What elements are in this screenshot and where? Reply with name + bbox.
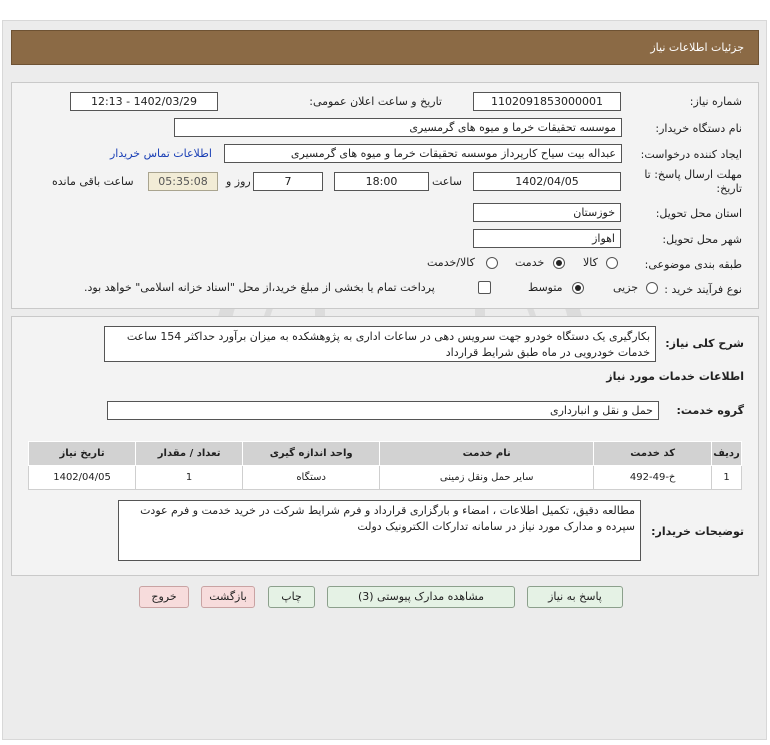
cell-name: سایر حمل ونقل زمینی [380,466,594,490]
print-button[interactable]: چاپ [268,586,315,608]
need-number-field[interactable]: 1102091853000001 [473,92,621,111]
cell-qty: 1 [136,466,243,490]
process-option-medium: متوسط [528,281,563,294]
contact-buyer-link[interactable]: اطلاعات تماس خریدار [110,147,212,160]
exit-button[interactable]: خروج [139,586,189,608]
province-label: استان محل تحویل: [655,207,742,220]
cell-unit: دستگاه [243,466,380,490]
days-label: روز و [226,175,251,188]
buyer-org-field[interactable]: موسسه تحقیقات خرما و میوه های گرمسیری [174,118,622,137]
category-radio-goods-service[interactable] [486,257,498,269]
requester-label: ایجاد کننده درخواست: [640,148,742,161]
cell-date: 1402/04/05 [29,466,136,490]
deadline-label-line2: تاریخ: [716,182,742,195]
province-field[interactable]: خوزستان [473,203,621,222]
table-row[interactable] [29,466,742,490]
col-header-row-no: ردیف [712,442,742,466]
category-option-goods-service: کالا/خدمت [427,256,475,269]
page-title: جزئیات اطلاعات نیاز [650,41,744,54]
category-label: طبقه بندی موضوعی: [644,258,742,271]
requester-field[interactable]: عبداله بیت سیاح کارپرداز موسسه تحقیقات خرما و میوه های گرمسیری [224,144,622,163]
category-option-service: خدمت [515,256,545,269]
view-attachments-button[interactable]: مشاهده مدارک پیوستی (3) [327,586,515,608]
services-section-title: اطلاعات خدمات مورد نیاز [606,370,744,383]
deadline-time-field[interactable]: 18:00 [334,172,429,191]
process-label: نوع فرآیند خرید : [664,283,742,296]
category-radio-goods[interactable] [606,257,618,269]
remaining-timer: 05:35:08 [148,172,218,191]
process-radio-minor[interactable] [646,282,658,294]
category-option-goods: کالا [583,256,598,269]
city-field[interactable]: اهواز [473,229,621,248]
days-field[interactable]: 7 [253,172,323,191]
service-group-field[interactable]: حمل و نقل و انبارداری [107,401,659,420]
cell-row-no: 1 [712,466,742,490]
buyer-notes-field[interactable]: مطالعه دقیق، تکمیل اطلاعات ، امضاء و بارگزاری قرارداد و فرم شرایط شرکت در خرید خدمت و فرم عودت سپرده و مدارک مورد نیاز در سامانه تدارکات الکترونیک دولت [118,500,641,561]
category-radio-service[interactable] [553,257,565,269]
col-header-date: تاریخ نیاز [29,442,136,466]
need-info-panel [11,82,759,309]
process-radio-medium[interactable] [572,282,584,294]
cell-code: خ-49-492 [594,466,712,490]
remaining-label: ساعت باقی مانده [52,175,134,188]
reply-button[interactable]: پاسخ به نیاز [527,586,623,608]
col-header-qty: تعداد / مقدار [136,442,243,466]
col-header-code: کد خدمت [594,442,712,466]
time-label: ساعت [432,175,462,188]
process-option-minor: جزیی [613,281,639,294]
announce-label: تاریخ و ساعت اعلان عمومی: [309,95,442,108]
description-label: شرح کلی نیاز: [665,337,744,350]
deadline-date-field[interactable]: 1402/04/05 [473,172,621,191]
col-header-name: نام خدمت [380,442,594,466]
need-number-label: شماره نیاز: [689,95,742,108]
buyer-org-label: نام دستگاه خریدار: [655,122,742,135]
table-header-row [29,442,742,466]
col-header-unit: واحد اندازه گیری [243,442,380,466]
buyer-notes-label: توضیحات خریدار: [651,525,744,538]
services-table [28,441,742,490]
treasury-payment-note: پرداخت تمام یا بخشی از مبلغ خرید،از محل "اسناد خزانه اسلامی" خواهد بود. [84,281,435,294]
announce-datetime-field[interactable]: 1402/03/29 - 12:13 [70,92,218,111]
description-field[interactable]: بکارگیری یک دستگاه خودرو جهت سرویس دهی در ساعات اداری به پژوهشکده به میزان برآورد حداکثر 154 ساعت خدمات خودرویی در ماه طبق شرایط قرارداد [104,326,656,362]
deadline-label-line1: مهلت ارسال پاسخ: تا [644,168,742,181]
treasury-payment-checkbox[interactable] [478,281,491,294]
city-label: شهر محل تحویل: [662,233,742,246]
service-group-label: گروه خدمت: [676,404,744,417]
page-header [11,30,759,65]
back-button[interactable]: بازگشت [201,586,255,608]
